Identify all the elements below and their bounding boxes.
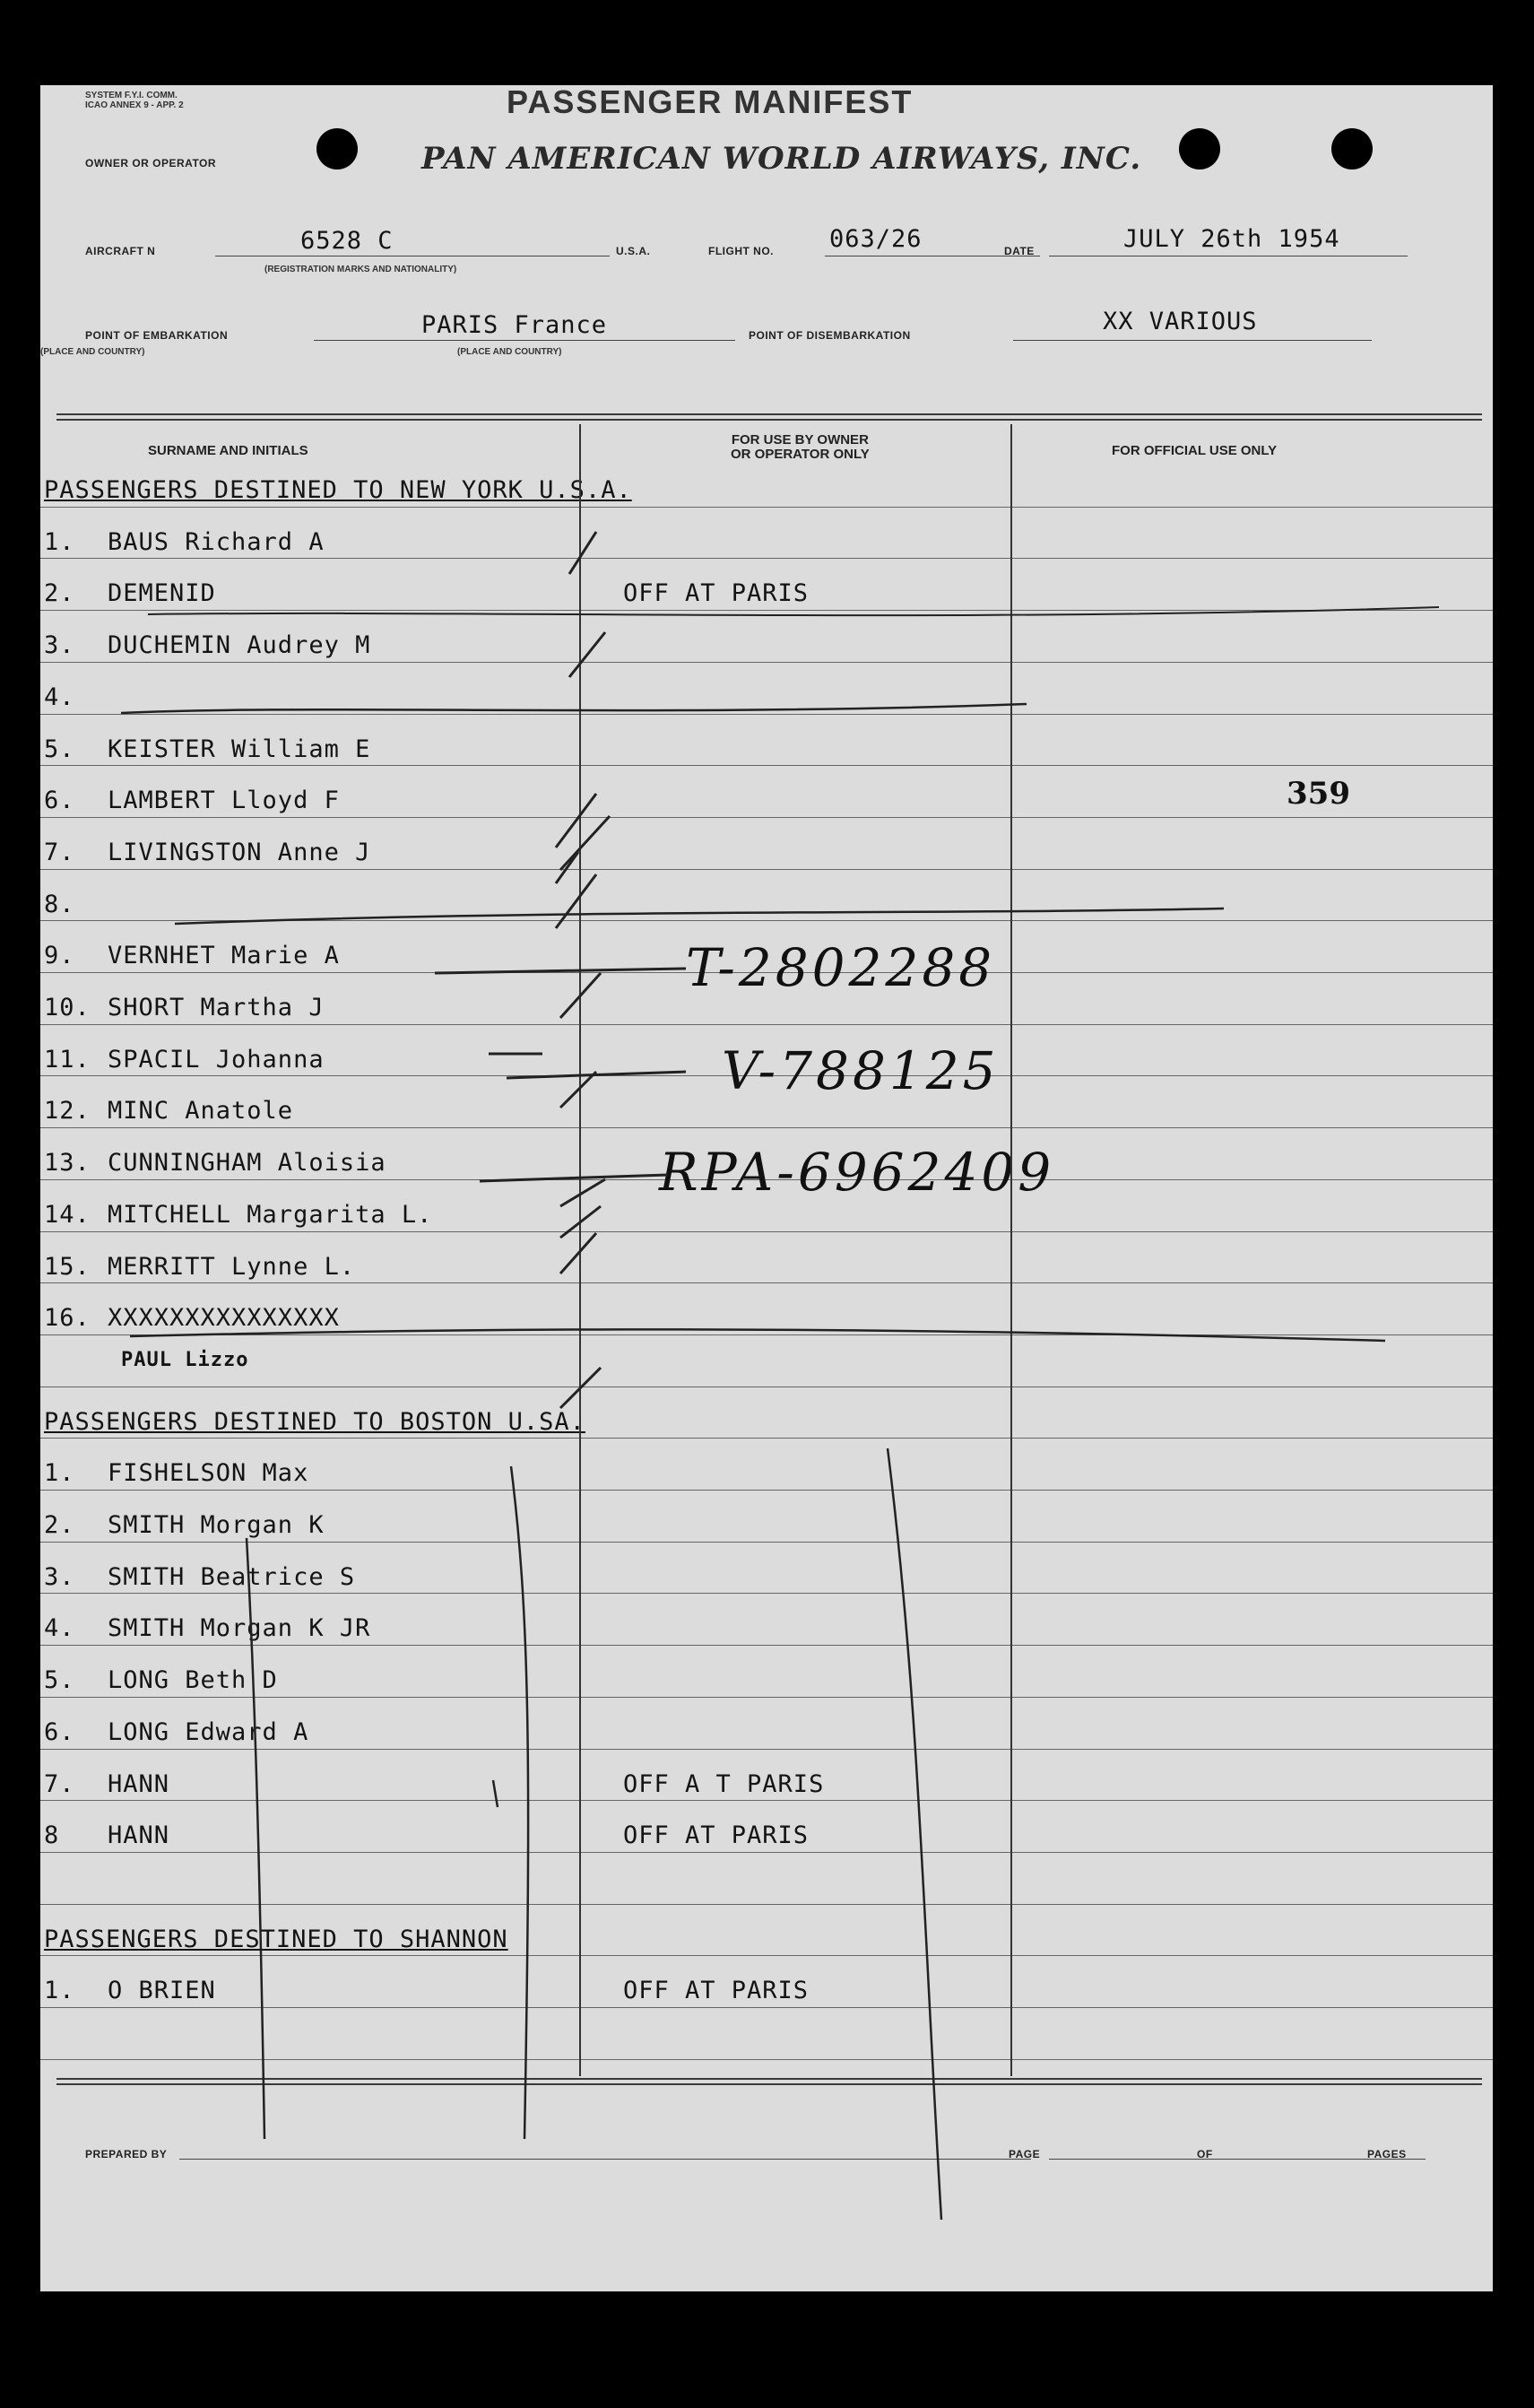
stamp-number: 359 — [1287, 776, 1350, 812]
row-number: 10. — [44, 994, 91, 1021]
row-number: 1. — [44, 1459, 75, 1488]
row-number: 8. — [44, 890, 75, 918]
operator-note: OFF A T PARIS — [623, 1769, 825, 1798]
strike-line — [121, 704, 1027, 713]
date-label: DATE — [1004, 245, 1035, 257]
pages-label: PAGES — [1367, 2148, 1407, 2160]
row-number: 6. — [44, 1717, 75, 1746]
disembarkation-caption: (PLACE AND COUNTRY) — [40, 347, 145, 357]
pen-stroke — [888, 1448, 941, 2220]
pen-stroke — [511, 1466, 528, 2139]
disembarkation-value: XX VARIOUS — [1103, 308, 1258, 335]
flight-value: 063/26 — [829, 225, 923, 253]
passenger-name: MITCHELL Margarita L. — [108, 1200, 433, 1229]
check-mark — [569, 632, 605, 677]
aircraft-value: 6528 C — [300, 227, 394, 255]
column-header-surname: SURNAME AND INITIALS — [148, 443, 308, 458]
passenger-name: FISHELSON Max — [108, 1459, 309, 1488]
section-heading: PASSENGERS DESTINED TO BOSTON U.SA. — [44, 1407, 585, 1436]
passenger-name: HANN — [108, 1821, 170, 1850]
prepared-by-label: PREPARED BY — [85, 2148, 168, 2160]
passenger-name: MINC Anatole — [108, 1097, 294, 1126]
section-heading: PASSENGERS DESTINED TO SHANNON — [44, 1925, 508, 1953]
row-number: 11. — [44, 1045, 91, 1074]
disembarkation-label: POINT OF DISEMBARKATION — [749, 329, 911, 342]
passenger-name: LONG Edward A — [108, 1717, 309, 1746]
passenger-name: SMITH Beatrice S — [108, 1562, 356, 1591]
row-number: 2. — [44, 579, 75, 608]
check-mark — [556, 794, 596, 848]
passenger-name: LONG Beth D — [108, 1666, 278, 1695]
row-number: 1. — [44, 527, 75, 556]
passenger-name: SPACIL Johanna — [108, 1045, 325, 1074]
system-reference: SYSTEM F.Y.I. COMM. ICAO ANNEX 9 - APP. 2 — [85, 91, 184, 110]
row-number: 13. — [44, 1149, 91, 1178]
row-number: 3. — [44, 1562, 75, 1591]
operator-note: OFF AT PARIS — [623, 1977, 810, 2005]
pen-stroke — [247, 1538, 264, 2139]
aircraft-caption: (REGISTRATION MARKS AND NATIONALITY) — [264, 265, 457, 274]
passenger-name-addendum: PAUL Lizzo — [121, 1348, 249, 1371]
operator-note: OFF AT PARIS — [623, 579, 810, 608]
row-number: 7. — [44, 1769, 75, 1798]
ink-overlay — [40, 85, 1493, 2291]
strike-line — [435, 969, 686, 973]
date-value: JULY 26th 1954 — [1123, 225, 1340, 253]
check-mark — [560, 1179, 605, 1206]
row-number: 15. — [44, 1252, 91, 1281]
passenger-name: DUCHEMIN Audrey M — [108, 631, 371, 660]
passenger-name: SMITH Morgan K JR — [108, 1614, 371, 1643]
row-number: 4. — [44, 682, 75, 711]
passenger-name: LAMBERT Lloyd F — [108, 787, 340, 815]
embarkation-caption: (PLACE AND COUNTRY) — [457, 347, 562, 357]
operator-note: OFF AT PARIS — [623, 1821, 810, 1850]
row-number: 6. — [44, 787, 75, 815]
passenger-name: XXXXXXXXXXXXXXX — [108, 1304, 340, 1333]
column-header-owner-use: FOR USE BY OWNER OR OPERATOR ONLY — [731, 432, 870, 462]
passenger-name: O BRIEN — [108, 1977, 216, 2005]
row-number: 2. — [44, 1511, 75, 1539]
owner-label: OWNER OR OPERATOR — [85, 157, 217, 170]
handwritten-number-row9: T-2802288 — [686, 937, 996, 998]
pen-stroke — [493, 1780, 498, 1807]
manifest-sheet — [40, 85, 1493, 2291]
passenger-name: SMITH Morgan K — [108, 1511, 325, 1539]
flight-label: FLIGHT NO. — [708, 245, 774, 257]
airline-name: PAN AMERICAN WORLD AIRWAYS, INC. — [421, 141, 1142, 177]
strike-line — [130, 1329, 1385, 1341]
strike-line — [480, 1175, 668, 1181]
row-number: 5. — [44, 735, 75, 763]
document-title: PASSENGER MANIFEST — [507, 85, 914, 120]
strike-line — [148, 607, 1439, 615]
check-mark — [569, 532, 596, 574]
passenger-name: VERNHET Marie A — [108, 942, 340, 970]
handwritten-number-row11: V-788125 — [722, 1040, 1000, 1101]
embarkation-label: POINT OF EMBARKATION — [85, 329, 229, 342]
usa-label: U.S.A. — [616, 245, 651, 257]
column-header-official-use: FOR OFFICIAL USE ONLY — [1112, 443, 1278, 458]
row-number: 12. — [44, 1097, 91, 1126]
passenger-name: BAUS Richard A — [108, 527, 325, 556]
passenger-name: CUNNINGHAM Aloisia — [108, 1149, 386, 1178]
check-mark — [556, 874, 596, 928]
passenger-name: KEISTER William E — [108, 735, 371, 763]
handwritten-number-row13: RPA-6962409 — [659, 1142, 1055, 1203]
row-number: 9. — [44, 942, 75, 970]
passenger-name: DEMENID — [108, 579, 216, 608]
page-label: PAGE — [1009, 2148, 1041, 2160]
passenger-name: LIVINGSTON Anne J — [108, 838, 371, 866]
row-number: 8 — [44, 1821, 60, 1850]
row-number: 5. — [44, 1666, 75, 1695]
section-heading: PASSENGERS DESTINED TO NEW YORK U.S.A. — [44, 476, 632, 504]
row-number: 3. — [44, 631, 75, 660]
passenger-name: HANN — [108, 1769, 170, 1798]
embarkation-value: PARIS France — [421, 311, 608, 339]
passenger-name: SHORT Martha J — [108, 994, 325, 1021]
check-mark — [560, 1233, 596, 1274]
row-number: 1. — [44, 1977, 75, 2005]
passenger-name: MERRITT Lynne L. — [108, 1252, 356, 1281]
strike-line — [175, 908, 1224, 924]
row-number: 7. — [44, 838, 75, 866]
aircraft-label: AIRCRAFT N — [85, 245, 156, 257]
row-number: 16. — [44, 1304, 91, 1333]
of-label: OF — [1197, 2148, 1213, 2160]
check-mark — [560, 816, 610, 870]
row-number: 4. — [44, 1614, 75, 1643]
row-number: 14. — [44, 1200, 91, 1229]
check-mark — [556, 852, 578, 883]
